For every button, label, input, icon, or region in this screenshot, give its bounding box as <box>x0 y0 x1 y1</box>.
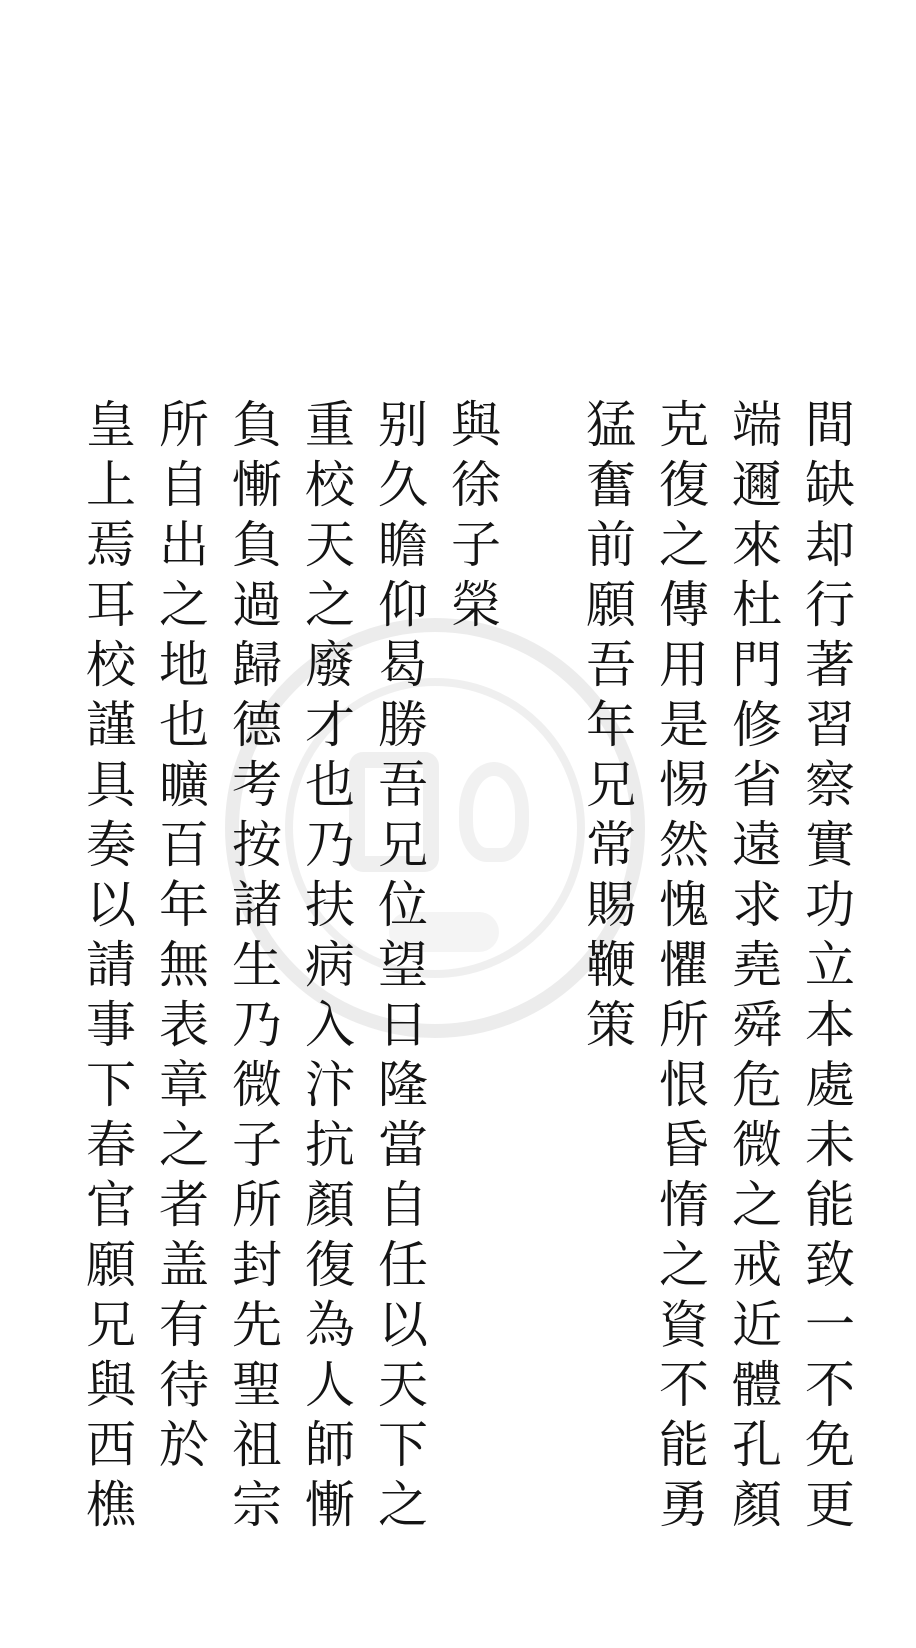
text-column-6: 别久瞻仰曷勝吾兄位望日隆當自任以天下之 <box>370 398 428 1538</box>
text-column-10: 皇上焉耳校謹具奏以請事下春官願兄與西樵 <box>78 398 136 1538</box>
text-column-3: 克復之傳用是惕然愧懼所恨昏惰之資不能勇 <box>651 398 709 1538</box>
text-column-1: 間缺却行著習察實功立本處未能致一不免更 <box>797 398 855 1538</box>
text-column-4: 猛奮前願吾年兄常賜鞭策 <box>578 398 636 1058</box>
text-column-2: 端邇來杜門修省遠求堯舜危微之戒近體孔顏 <box>724 398 782 1538</box>
text-column-8: 負慚負過歸德考按諸生乃微子所封先聖祖宗 <box>224 398 282 1538</box>
text-column-7: 重校天之廢才也乃扶病入汴抗顏復為人師慚 <box>297 398 355 1538</box>
letter-text-block <box>62 398 854 1578</box>
section-title: 與徐子榮 <box>443 398 501 638</box>
text-column-9: 所自出之地也曠百年無表章之者盖有待於 <box>151 398 209 1478</box>
